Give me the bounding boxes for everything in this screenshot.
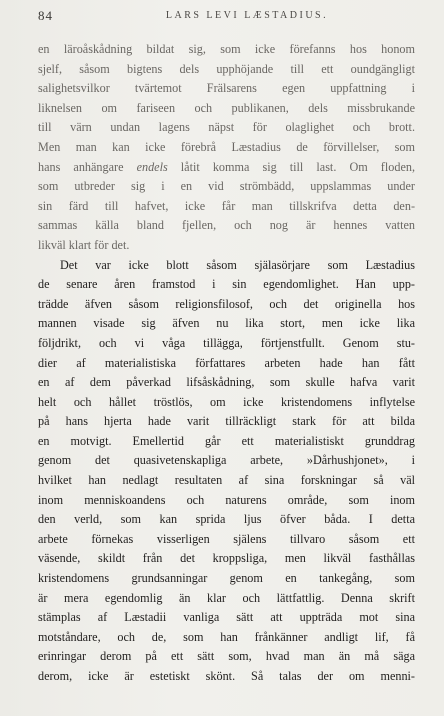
text-line: dier af materialistiska författares arbeten hade han fått	[38, 355, 415, 370]
text-line: derom, icke är estetiskt skönt. Så talas der om menni-	[38, 669, 415, 683]
running-head: LARS LEVI LÆSTADIUS.	[165, 10, 329, 21]
body-text	[38, 40, 415, 687]
text-line: Det var icke blott såsom själasörjare som Læstadius	[60, 257, 415, 272]
text-line: den verld, som kan sprida ljus öfver båda. I detta	[38, 512, 415, 527]
text-line: salighetsvilkor tvärtemot Frälsarens egen uppfattning i	[38, 81, 415, 96]
text-line: genom det quasivetenskapliga arbete, »Dårhushjonet», i	[38, 453, 415, 468]
text-line: sjelf, såsom bigtens dels upphöjande till ett oundgängligt	[38, 61, 415, 76]
text-line: till värn undan lagens näpst för olaglighet och brott.	[38, 120, 415, 135]
text-line: likväl klart för det.	[38, 237, 130, 252]
text-line: Men man kan icke förebrå Læstadius de förvillelser, som	[38, 139, 415, 154]
text-line: är mera egendomlig än klar och lättfattlig. Denna skrift	[38, 590, 415, 605]
text-line: väsende, skildt från det kroppsliga, men likväl fasthållas	[38, 551, 415, 566]
text-line: de senare åren framstod i sin egendomlighet. Han upp-	[38, 277, 415, 292]
paragraph	[38, 40, 415, 256]
text-line: stämplas af Læstadii vanliga sätt att uppträda mot sina	[38, 610, 415, 625]
text-line: trädde äfven såsom religionsfilosof, och det originella hos	[38, 296, 415, 311]
text-line: motståndare, och de, som han frånkänner andligt lif, få	[38, 629, 415, 644]
text-line: liknelsen om fariseen och publikanen, dels missbrukande	[38, 100, 415, 115]
text-line: kristendomens grundsanningar genom en tankegång, som	[38, 571, 415, 586]
text-line: som utbreder sig i en vid strömbädd, uppslammas under	[38, 179, 415, 194]
text-line: en motvigt. Emellertid går ett materialistiskt grunddrag	[38, 433, 415, 448]
text-line: sammas källa bland fjellen, och nog är hennes vatten	[38, 218, 415, 233]
page-number: 84	[38, 8, 53, 23]
page-header	[38, 8, 426, 28]
text-line: en läroåskådning bildat sig, som icke förefanns hos honom	[38, 42, 415, 56]
text-line: hans anhängare endels låtit komma sig till last. Om floden,	[38, 159, 415, 174]
text-line: inom menniskoandens och naturens område, som inom	[38, 492, 415, 507]
text-line: sin färd till hafvet, icke får man tillskrifva detta den-	[38, 198, 415, 213]
text-line: följdrikt, och vi våga tillägga, förtjenstfullt. Genom stu-	[38, 335, 415, 350]
text-line: helt och hållet tröstlös, om icke kristendomens inflytelse	[38, 394, 415, 409]
text-line: arbete förnekas visserligen själens tillvaro såsom ett	[38, 531, 415, 546]
text-line: mannen visade sig äfven nu lika stort, men icke lika	[38, 316, 415, 331]
text-line: hvilket han nedlagt resultaten af sina forskningar så väl	[38, 473, 415, 488]
text-line: erinringar derom på ett sätt som, hvad man än må säga	[38, 649, 415, 664]
text-line: på hans hjerta hade varit tillräckligt stark för att bilda	[38, 414, 415, 429]
text-line: en af dem påverkad lifsåskådning, som skulle hafva varit	[38, 375, 415, 390]
paragraph	[38, 256, 415, 687]
